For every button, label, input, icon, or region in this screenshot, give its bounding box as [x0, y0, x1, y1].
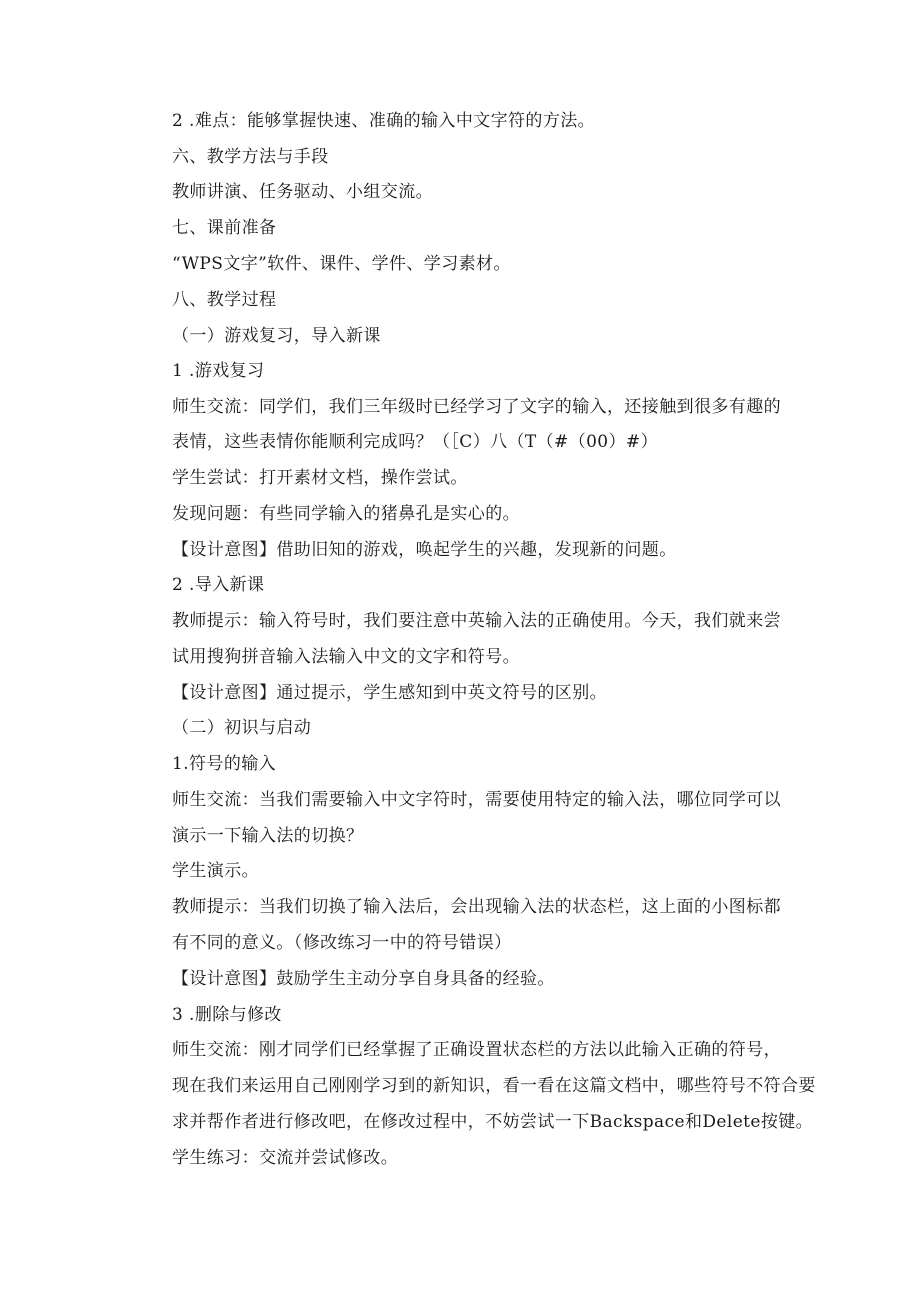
paragraph-line: 演示一下输入法的切换？: [172, 826, 364, 846]
paragraph-line: 学生演示。: [172, 861, 259, 881]
paragraph-line: 学生尝试：打开素材文档，操作尝试。: [172, 468, 468, 488]
section-teaching-process: 八、教学过程: [172, 290, 277, 310]
teaching-methods-text: 教师讲演、任务驱动、小组交流。: [172, 182, 433, 202]
paragraph-line: 求并帮作者进行修改吧，在修改过程中，不妨尝试一下Backspace和Delete按键。: [172, 1112, 814, 1132]
paragraph-line: 师生交流：同学们，我们三年级时已经学习了文字的输入，还接触到很多有趣的: [172, 397, 781, 417]
paragraph-line: 现在我们来运用自己刚刚学习到的新知识，看一看在这篇文档中，哪些符号不符合要: [172, 1076, 816, 1096]
section-preparation: 七、课前准备: [172, 218, 277, 238]
item-delete-modify: 3 .删除与修改: [172, 1005, 282, 1025]
item-game-review: 1 .游戏复习: [172, 361, 265, 381]
paragraph-line: 教师提示：当我们切换了输入法后，会出现输入法的状态栏，这上面的小图标都: [172, 897, 781, 917]
subsection-game-review: （一）游戏复习，导入新课: [172, 326, 381, 346]
paragraph-line: 学生练习：交流并尝试修改。: [172, 1148, 399, 1168]
section-teaching-methods: 六、教学方法与手段: [172, 147, 329, 167]
paragraph-line: 师生交流：当我们需要输入中文字符时，需要使用特定的输入法，哪位同学可以: [172, 790, 781, 810]
design-intent-line: 【设计意图】通过提示，学生感知到中英文符号的区别。: [172, 683, 607, 703]
preparation-text: “WPS文字”软件、课件、学件、学习素材。: [172, 254, 511, 274]
paragraph-line: 表情，这些表情你能顺利完成吗？（［C）八（T（#（00）#）: [172, 432, 658, 452]
subsection-introduction: （二）初识与启动: [172, 718, 312, 738]
item-intro-new-lesson: 2 .导入新课: [172, 575, 265, 595]
paragraph-line: 发现问题：有些同学输入的猪鼻孔是实心的。: [172, 504, 520, 524]
paragraph-line: 师生交流：刚才同学们已经掌握了正确设置状态栏的方法以此输入正确的符号，: [172, 1040, 781, 1060]
paragraph-line: 试用搜狗拼音输入法输入中文的文字和符号。: [172, 647, 520, 667]
design-intent-line: 【设计意图】借助旧知的游戏，唤起学生的兴趣，发现新的问题。: [172, 540, 677, 560]
item-symbol-input: 1.符号的输入: [172, 754, 277, 774]
paragraph-line: 教师提示：输入符号时，我们要注意中英输入法的正确使用。今天，我们就来尝: [172, 611, 781, 631]
difficulty-point-line: 2 .难点：能够掌握快速、准确的输入中文字符的方法。: [172, 111, 596, 131]
paragraph-line: 有不同的意义。（修改练习一中的符号错误）: [172, 933, 512, 953]
design-intent-line: 【设计意图】鼓励学生主动分享自身具备的经验。: [172, 969, 555, 989]
